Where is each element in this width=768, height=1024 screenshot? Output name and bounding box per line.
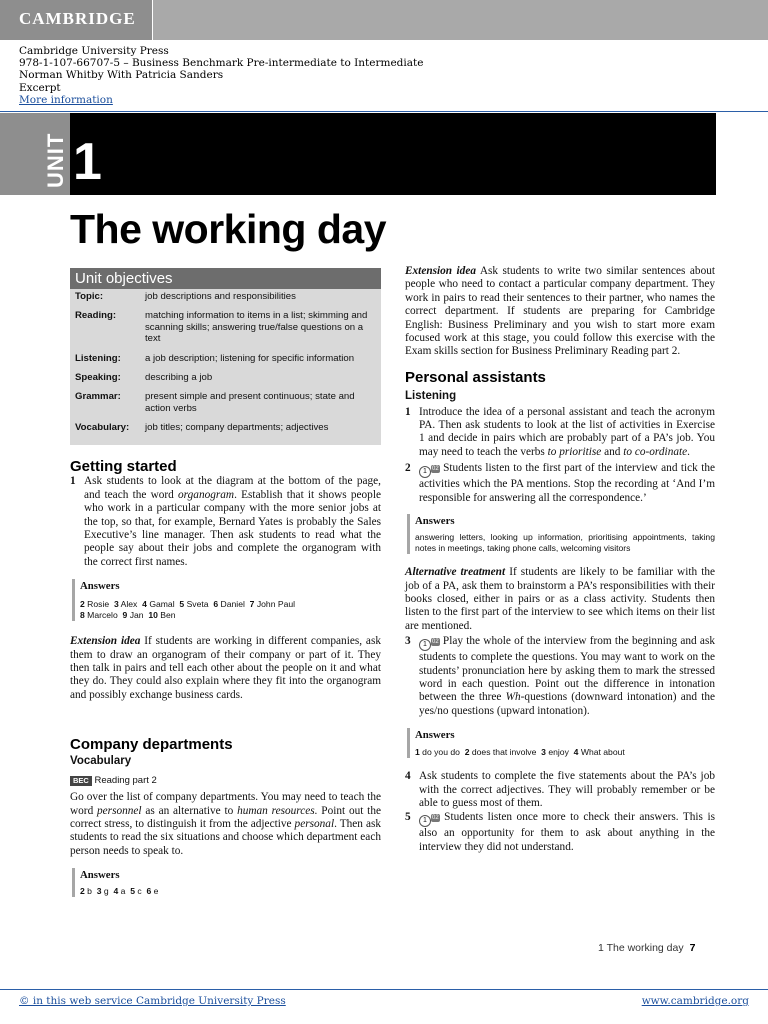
objective-row	[70, 310, 381, 344]
excerpt-label: Excerpt	[19, 81, 61, 94]
copyright-link[interactable]: © in this web service Cambridge University Press	[19, 995, 286, 1007]
answers-line: 8 Marcelo 9 Jan 10 Ben	[80, 610, 176, 621]
answers-box	[72, 579, 381, 621]
publisher: Cambridge University Press	[19, 45, 169, 57]
getting-started-heading: Getting started	[70, 458, 177, 475]
answers-label: Answers	[415, 515, 455, 528]
item-text: Ask students to complete the five statements about the PA’s job with the correct adjectives. They will probably remember or be able to guess most of them.	[419, 770, 715, 809]
objective-value: describing a job	[145, 372, 213, 384]
item-text: 1 02 Students listen once more to check their answers. This is also an opportunity for them to ask about anything in the interview they did not understand.	[419, 811, 715, 853]
extension-idea-paragraph: Extension idea If students are working in different companies, ask them to draw an organogram of their company or part of it. They then talk in pairs and tell each other about the people on it and what they do. They could also explain where they fit into the organogram and possibly exchange business cards.	[70, 635, 381, 701]
answers-line: 2 b 3 g 4 a 5 c 6 e	[80, 886, 159, 897]
cd-icon[interactable]: 1	[419, 466, 431, 478]
getting-started-section	[70, 460, 381, 702]
page-title: The working day	[70, 206, 386, 252]
instruction-item	[405, 462, 715, 505]
item-text: Ask students to look at the diagram at the bottom of the page, and teach the word organogram. Establish that it shows people who work in a particular company with the more senior jobs at the top, so that, for example, Bernard Yates is probably the Sales Executive’s line manager. Then ask students to read what the people say about their jobs and complete the organogram with the correct first names.	[84, 475, 381, 568]
bec-text: Reading part 2	[94, 774, 157, 786]
objective-row	[70, 391, 381, 414]
page-number: 7	[689, 942, 696, 954]
instruction-item	[405, 811, 715, 854]
exam-tag	[70, 774, 381, 787]
header-divider	[0, 111, 768, 112]
item-number: 1	[405, 405, 411, 418]
objective-value: matching information to items in a list; skimming and scanning skills; answering true/false questions on a text	[145, 310, 368, 345]
instruction-item	[405, 406, 715, 460]
cd-icon[interactable]: 1	[419, 639, 431, 651]
page-footer	[598, 942, 695, 954]
answers-line: 2 Rosie 3 Alex 4 Gamal 5 Sveta 6 Daniel 7 John Paul	[80, 599, 296, 610]
objective-key: Listening:	[75, 352, 121, 364]
isbn-title: 978-1-107-66707-5 – Business Benchmark Pre-intermediate to Intermediate	[19, 57, 424, 70]
answers-box	[407, 728, 715, 758]
item-number: 5	[405, 811, 411, 824]
objective-row	[70, 372, 381, 383]
objective-value: job descriptions and responsibilities	[145, 291, 296, 302]
bec-badge: BEC	[70, 776, 92, 786]
objectives-heading: Unit objectives	[70, 268, 381, 289]
answers-box	[407, 514, 715, 554]
instruction-item	[405, 770, 715, 810]
authors: Norman Whitby With Patricia Sanders	[19, 69, 224, 82]
objective-row	[70, 422, 381, 433]
answers-label: Answers	[80, 869, 120, 882]
instruction-item	[405, 635, 715, 718]
unit-word: UNIT	[43, 132, 68, 188]
footer-unit-label: 1 The working day	[598, 942, 684, 954]
right-column	[405, 265, 715, 854]
top-bar	[0, 0, 768, 40]
item-number: 2	[405, 462, 411, 475]
item-number: 4	[405, 770, 411, 783]
company-departments-section	[70, 738, 381, 897]
instruction-item	[70, 475, 381, 569]
more-information-link[interactable]: More information	[19, 93, 113, 106]
answers-text: answering letters, looking up information, prioritising appointments, taking notes in meetings, taking phone calls, welcoming visitors	[415, 532, 715, 554]
answers-line: 1 do you do 2 does that involve 3 enjoy 4 What about	[415, 747, 625, 758]
extension-idea-paragraph: Extension idea Ask students to write two similar sentences about people who need to contact a particular company department. They work in pairs to read their sentences to their partner, who names the correct department. If students are preparing for Cambridge English: Business Preliminary and you wish to start more exam focused work at this stage, you could follow this exercise with the Exam skills section for Business Preliminary Reading part 2.	[405, 265, 716, 358]
departments-paragraph: Go over the list of company departments. You may need to teach the word personnel as an alternative to human resources. Point out the correct stress, to distinguish it from the adjective personal. Then ask students to read the six situations and choose which department each person needs to speak to.	[70, 791, 382, 857]
objective-row	[70, 353, 381, 364]
item-text: 1 02 Play the whole of the interview from the beginning and ask students to complete the questions. You may want to work on the students’ pronunciation here by asking them to mark the stressed word in each question. Point out the difference in intonation between the three Wh-questions (downward intonation) and the yes/no questions (upward intonation).	[419, 635, 715, 717]
item-number: 3	[405, 635, 411, 648]
item-number: 1	[70, 475, 76, 488]
website-link[interactable]: www.cambridge.org	[641, 995, 749, 1007]
vocabulary-subheading: Vocabulary	[70, 755, 132, 768]
alternative-treatment-paragraph: Alternative treatment If students are likely to be familiar with the job of a PA, ask them to brainstorm a PA’s responsibilities with their books closed, either in pairs or as a class activity. Students then listen to the first part of the interview to see which items on their list are mentioned.	[405, 566, 716, 632]
objective-key: Vocabulary:	[75, 422, 130, 434]
company-departments-heading: Company departments	[70, 736, 233, 753]
unit-banner	[70, 113, 716, 195]
objective-value: a job description; listening for specific information	[145, 352, 355, 364]
personal-assistants-heading: Personal assistants	[405, 368, 546, 386]
item-text: 1 02 Students listen to the first part of the interview and tick the activities which the PA mentions. Stop the recording at ‘And I’m responsible for answering all the correspondence.’	[419, 462, 715, 504]
brand-box	[0, 0, 153, 40]
answers-box	[72, 868, 381, 897]
answers-label: Answers	[80, 580, 120, 593]
cd-icon[interactable]: 1	[419, 815, 431, 827]
answers-label: Answers	[415, 729, 455, 742]
footer-divider	[0, 989, 768, 990]
track-number: 02	[432, 466, 439, 473]
item-text: Introduce the idea of a personal assistant and teach the acronym PA. Then ask students to look at the list of activities in Exercise 1 and decide in pairs which are probably part of a PA’s job. You may need to teach the verbs to prioritise and to co-ordinate.	[419, 405, 715, 458]
objective-value: present simple and present continuous; state and action verbs	[145, 391, 355, 414]
track-number: 02	[432, 815, 439, 822]
book-meta	[19, 45, 423, 106]
listening-subheading: Listening	[405, 390, 457, 403]
track-number: 02	[432, 639, 439, 646]
objective-key: Speaking:	[75, 372, 121, 384]
brand-logo: CAMBRIDGE	[19, 9, 136, 28]
objective-value: job titles; company departments; adjectives	[145, 422, 329, 434]
unit-objectives-box	[70, 268, 381, 445]
objective-key: Topic:	[75, 291, 104, 302]
objective-row	[70, 291, 381, 302]
unit-number: 1	[73, 133, 102, 191]
objective-key: Reading:	[75, 310, 117, 322]
objective-key: Grammar:	[75, 391, 121, 403]
